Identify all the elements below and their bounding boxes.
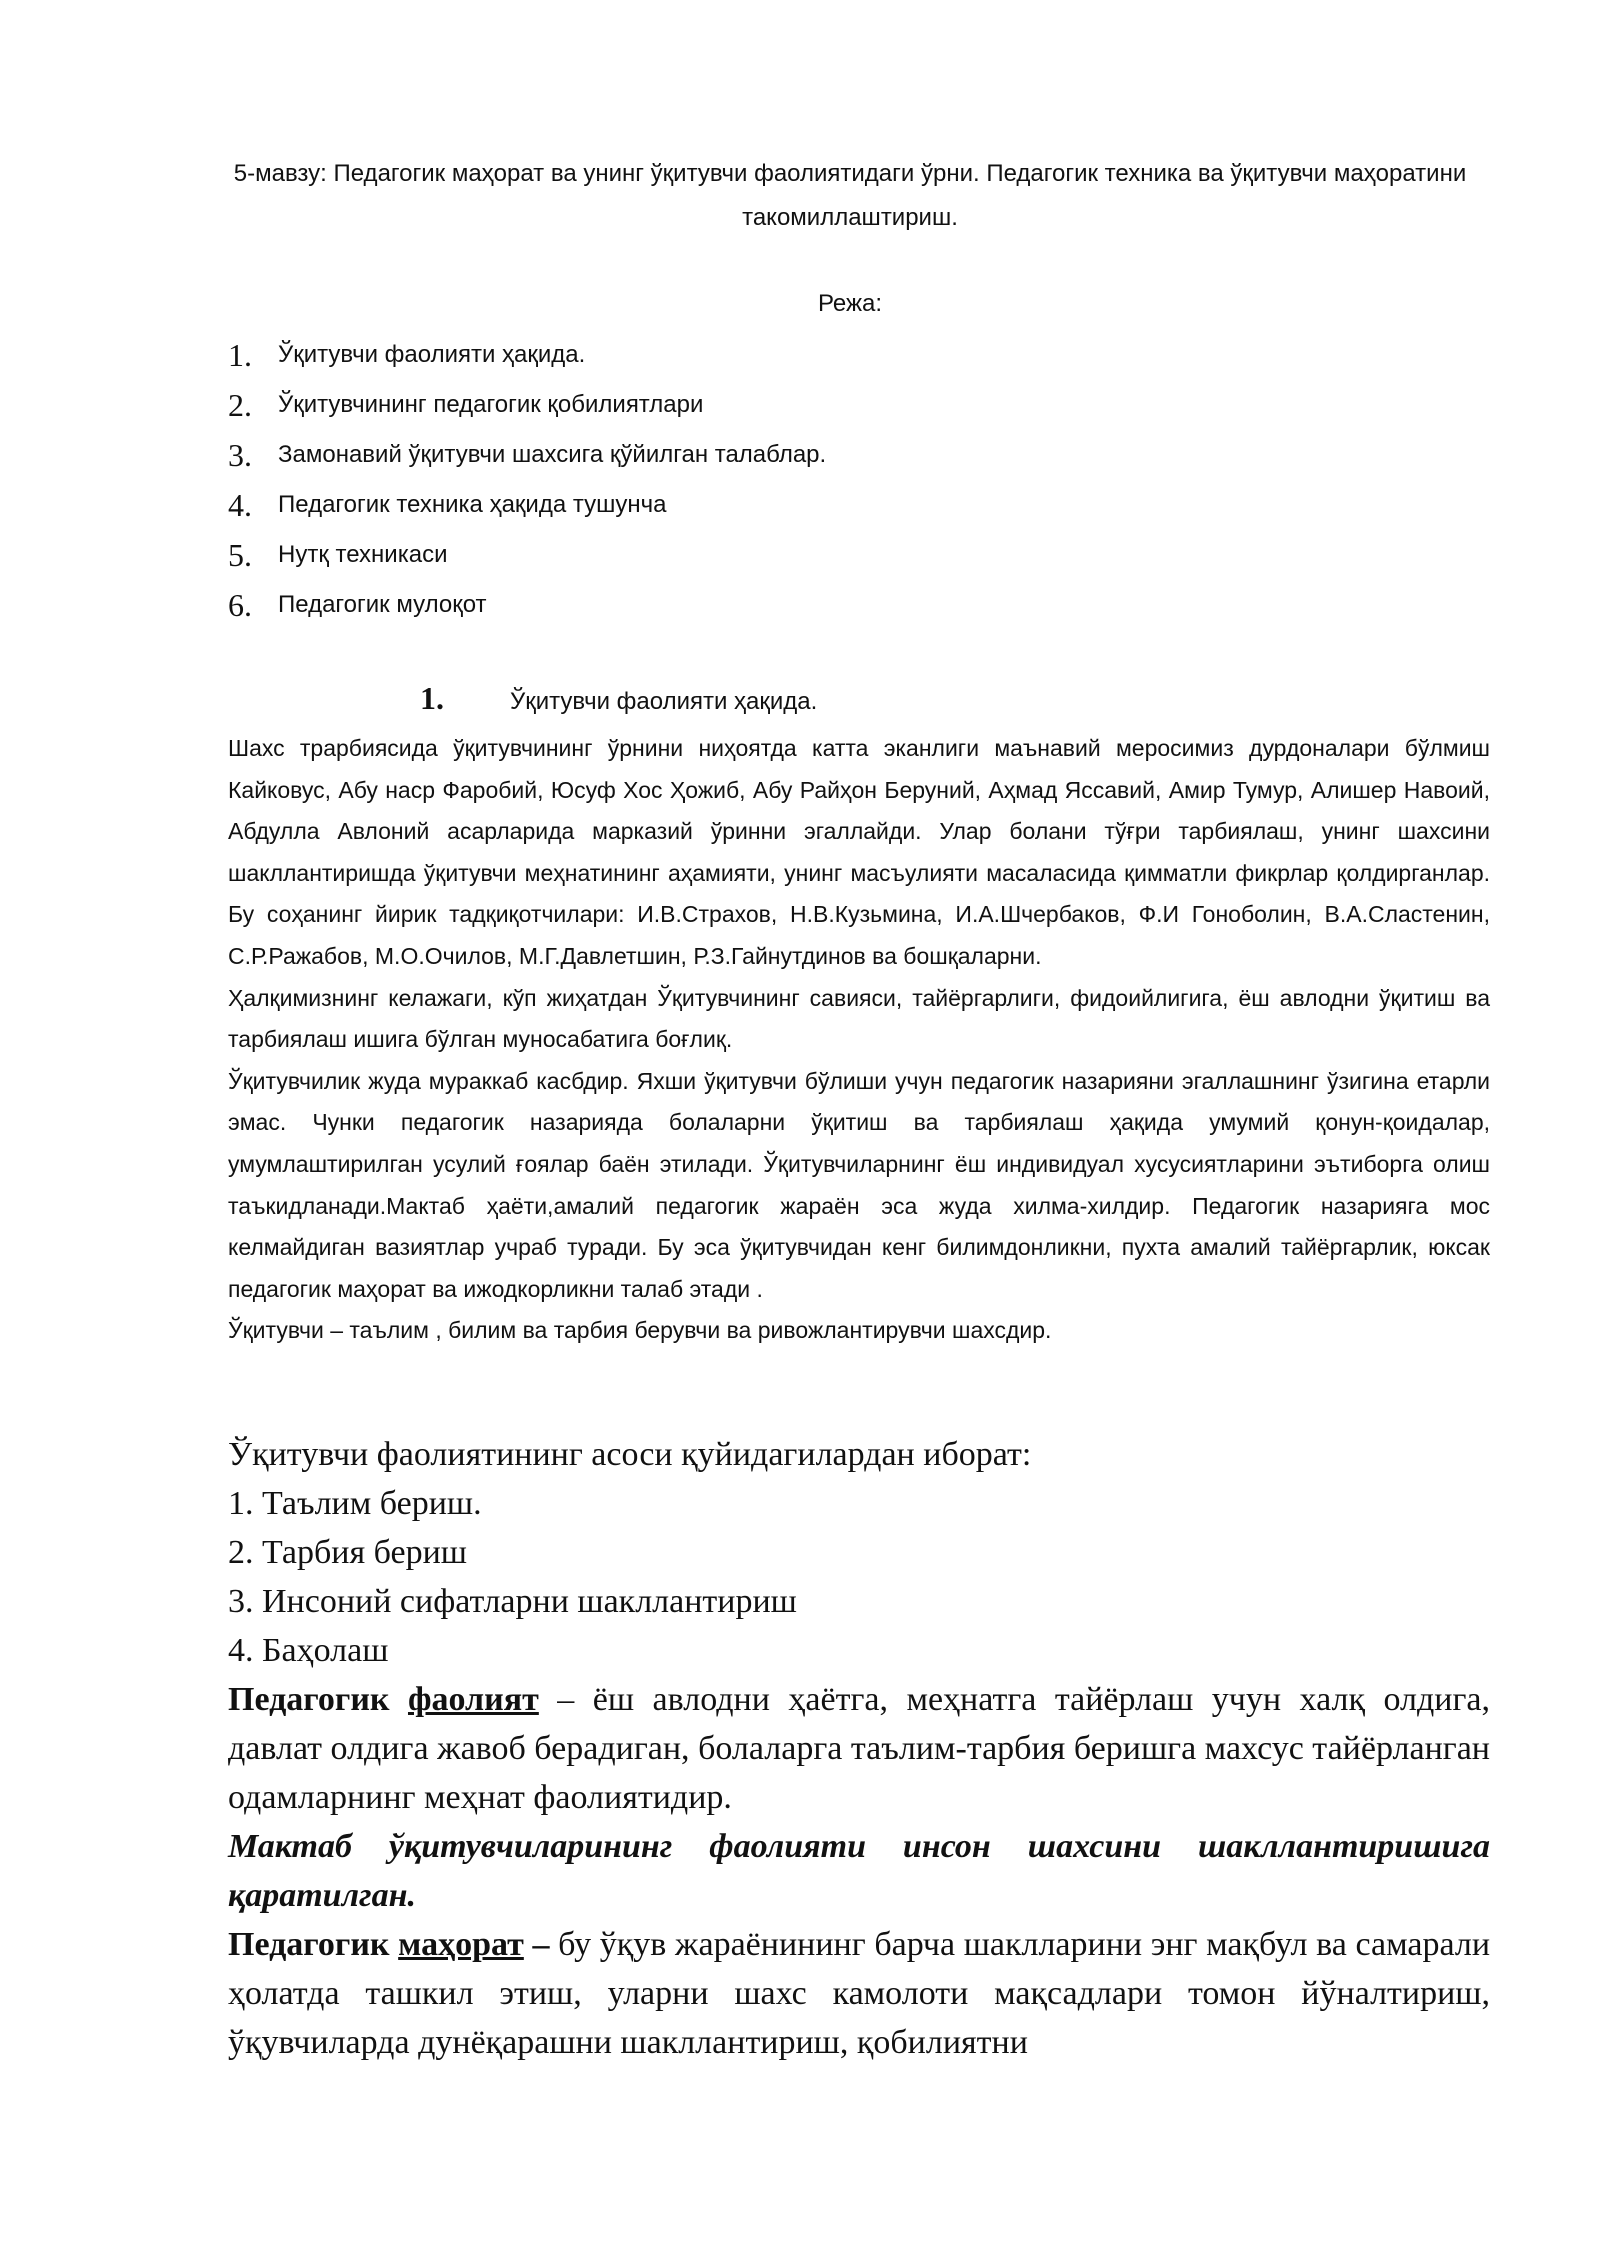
definition-dash: – (523, 1926, 550, 1963)
plan-item (228, 430, 826, 480)
paragraph: Ўқитувчилик жуда мураккаб касбдир. Яхши ўқитувчи бўлиши учун педагогик назарияни эгаллашнинг ўзигина етарли эмас. Чунки педагогик назарияда болаларни ўқитиш ва тарбиялаш ҳақида умумий қонун-қоидалар, умумлаштирилган усулий ғоялар баён этилади. Ўқитувчиларнинг ёш индивидуал хусусиятларини эътиборга олиш таъкидланади.Мактаб ҳаёти,амалий педагогик жараён эса жуда хилма-хилдир. Педагогик назарияга мос келмайдиган вазиятлар учраб туради. Бу эса ўқитувчидан кенг билимдонликни, пухта амалий тайёргарлик, юксак педагогик маҳорат ва ижодкорликни талаб этади . (228, 1067, 1490, 1302)
plan-item (228, 380, 826, 430)
activity-item: 3. Инсоний сифатларни шакллантириш (228, 1583, 797, 1620)
plan-item-text: Нутқ техникаси (278, 541, 448, 568)
plan-item-text: Ўқитувчининг педагогик қобилиятлари (278, 391, 704, 418)
plan-heading: Режа: (817, 290, 883, 317)
plan-item-number: 2. (228, 386, 252, 423)
activity-block (228, 1430, 1490, 2067)
plan-item-number: 1. (228, 336, 252, 373)
plan-item (228, 530, 826, 580)
activity-item: 4. Баҳолаш (228, 1632, 389, 1669)
definition-text: бу ўқув жараёнининг барча шаклларини энг мақбул ва самарали ҳолатда ташкил этиш, уларни шахс камолоти мақсадлари томон йўналтириш, ўқувчиларда дунёқарашни шакллантириш, қобилиятни (228, 1926, 1491, 2061)
paragraph: Шахс трарбиясида ўқитувчининг ўрнини ниҳоятда катта эканлиги маънавий меросимиз дурдоналари бўлмиш Кайковус, Абу наср Фаробий, Юсуф Хос Ҳожиб, Абу Райҳон Беруний, Аҳмад Яссавий, Амир Тумур, Алишер Навоий, Абдулла Авлоний асарларида марказий ўринни эгаллайди. Улар болани тўғри тарбиялаш, унинг шахсини шакллантиришда ўқитувчи меҳнатининг аҳамияти, унинг масъулияти масаласида қимматли фикрлар қолдирганлар. Бу соҳанинг йирик тадқиқотчилари: И.В.Страхов, Н.В.Кузьмина, И.А.Шчербаков, Ф.И Гоноболин, В.А.Сластенин, С.Р.Ражабов, М.О.Очилов, М.Г.Давлетшин, Р.З.Гайнутдинов ва бошқаларни. (228, 735, 1490, 969)
plan-item-number: 6. (228, 586, 252, 623)
plan-item-text: Педагогик мулоқот (278, 591, 487, 618)
definition-text: – ёш авлодни ҳаётга, меҳнатга тайёрлаш учун халқ олдига, давлат олдига жавоб берадиган, болаларга таълим-тарбия беришга махсус тайёрланган одамларнинг меҳнат фаолиятидир. (228, 1681, 1490, 1816)
school-teachers-statement: Мактаб ўқитувчиларининг фаолияти инсон шахсини шакллантиришига қаратилган. (228, 1828, 1490, 1914)
plan-item-text: Педагогик техника ҳақида тушунча (278, 491, 667, 518)
section-number: 1. (420, 680, 444, 716)
plan-item (228, 480, 826, 530)
section-title: Ўқитувчи фаолияти ҳақида. (510, 688, 818, 715)
pedagogical-mastery-definition (228, 1920, 1490, 2067)
activity-intro: Ўқитувчи фаолиятининг асоси қуйидагилардан иборат: (228, 1436, 1032, 1473)
plan-item (228, 580, 826, 630)
plan-list (228, 330, 826, 630)
activity-item: 2. Тарбия бериш (228, 1534, 467, 1571)
document-title: 5-мавзу: Педагогик маҳорат ва унинг ўқитувчи фаолиятидаги ўрни. Педагогик техника ва ўқитувчи маҳоратини такомиллаштириш. (233, 160, 1467, 231)
activity-item: 1. Таълим бериш. (228, 1485, 482, 1522)
section-body (228, 728, 1490, 1352)
plan-item-number: 3. (228, 436, 252, 473)
plan-item-number: 5. (228, 536, 252, 573)
pedagogical-activity-definition (228, 1675, 1490, 1822)
plan-item-number: 4. (228, 486, 252, 523)
definition-term-underlined: маҳорат (398, 1926, 524, 1963)
plan-item-text: Замонавий ўқитувчи шахсига қўйилган талаблар. (278, 441, 827, 468)
definition-term-underlined: фаолият (407, 1681, 539, 1718)
plan-item-text: Ўқитувчи фаолияти ҳақида. (278, 341, 586, 368)
section-heading (420, 680, 817, 717)
plan-item (228, 330, 826, 380)
definition-term: Педагогик (228, 1926, 390, 1963)
definition-term: Педагогик (228, 1681, 390, 1718)
paragraph: Ўқитувчи – таълим , билим ва тарбия берувчи ва ривожлантирувчи шахсдир. (228, 1317, 1052, 1344)
paragraph: Ҳалқимизнинг келажаги, кўп жиҳатдан Ўқитувчининг савияси, тайёргарлиги, фидоийлигига, ёш авлодни ўқитиш ва тарбиялаш ишига бўлган муносабатига боғлиқ. (228, 984, 1490, 1053)
